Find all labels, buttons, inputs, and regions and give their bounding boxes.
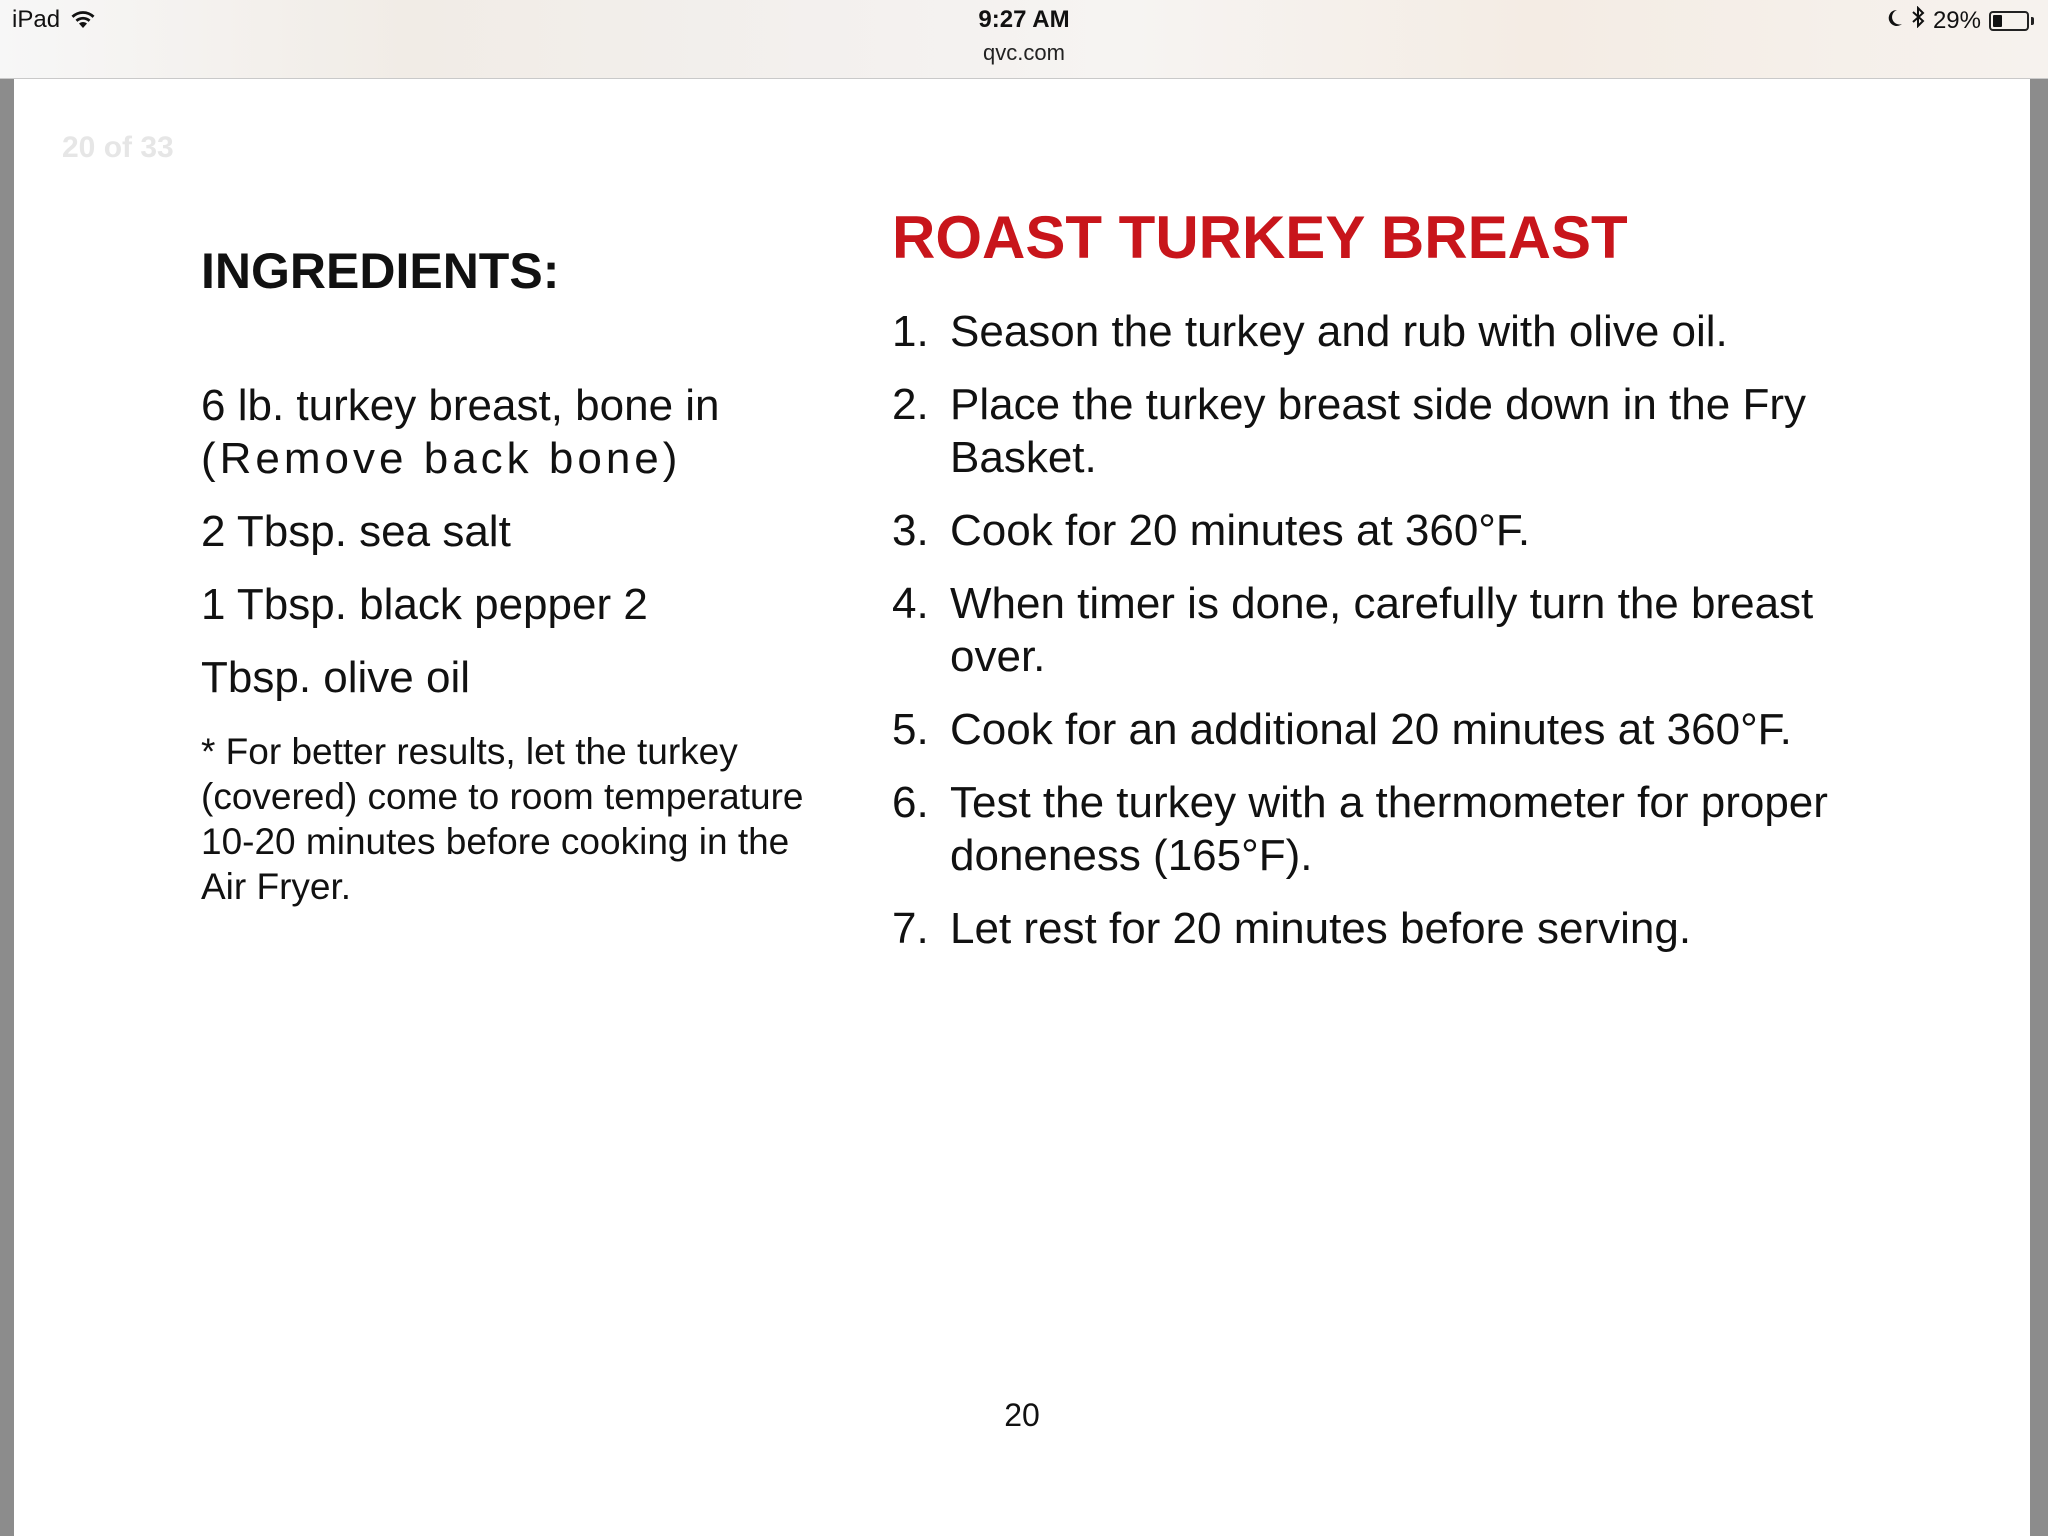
ingredient-subline: (Remove back bone) <box>201 434 682 483</box>
step-item <box>892 577 1892 683</box>
step-text: When timer is done, carefully turn the breast over. <box>950 579 1814 681</box>
step-text: Cook for 20 minutes at 360°F. <box>950 506 1531 555</box>
moon-icon <box>1887 7 1903 35</box>
step-number: 6. <box>892 778 929 827</box>
steps-list <box>892 305 1892 975</box>
step-number: 3. <box>892 506 929 555</box>
step-item <box>892 703 1892 756</box>
address-bar-url[interactable]: qvc.com <box>983 40 1065 65</box>
page-number: 20 <box>1004 1397 1040 1433</box>
step-number: 1. <box>892 307 929 356</box>
ingredients-list <box>201 379 841 724</box>
page-counter: 20 of 33 <box>62 131 174 164</box>
step-item <box>892 776 1892 882</box>
viewer-background-right <box>2030 79 2048 1536</box>
step-text: Let rest for 20 minutes before serving. <box>950 904 1692 953</box>
battery-fill <box>1993 15 2002 27</box>
step-item <box>892 504 1892 557</box>
step-text: Cook for an additional 20 minutes at 360°F. <box>950 705 1792 754</box>
pdf-page <box>14 79 2030 1536</box>
ingredients-heading: INGREDIENTS: <box>201 243 560 299</box>
status-right <box>1887 6 2034 35</box>
ingredient-item <box>201 651 841 704</box>
ingredient-item <box>201 379 841 485</box>
ingredient-item <box>201 578 841 631</box>
ingredient-line: 1 Tbsp. black pepper 2 <box>201 580 648 629</box>
clock: 9:27 AM <box>978 6 1070 33</box>
ingredients-note: * For better results, let the turkey (covered) come to room temperature 10-20 minutes before cooking in the Air Fryer. <box>201 731 804 907</box>
device-name: iPad <box>12 6 61 33</box>
battery-icon <box>1989 11 2029 31</box>
step-text: Season the turkey and rub with olive oil. <box>950 307 1728 356</box>
battery-tip <box>2031 17 2034 25</box>
step-item <box>892 378 1892 484</box>
ingredient-item <box>201 505 841 558</box>
step-text: Place the turkey breast side down in the Fry Basket. <box>950 380 1806 482</box>
battery-percent: 29% <box>1932 6 1981 34</box>
step-number: 5. <box>892 705 929 754</box>
step-item <box>892 902 1892 955</box>
step-number: 4. <box>892 579 929 628</box>
bluetooth-icon <box>1911 6 1925 35</box>
ingredient-line: 6 lb. turkey breast, bone in <box>201 381 720 430</box>
ingredient-line: Tbsp. olive oil <box>201 653 471 702</box>
step-item <box>892 305 1892 358</box>
step-number: 2. <box>892 380 929 429</box>
status-bar <box>0 0 2048 79</box>
recipe-title: ROAST TURKEY BREAST <box>892 204 1628 271</box>
step-text: Test the turkey with a thermometer for proper doneness (165°F). <box>950 778 1828 880</box>
step-number: 7. <box>892 904 929 953</box>
ingredient-line: 2 Tbsp. sea salt <box>201 507 511 556</box>
